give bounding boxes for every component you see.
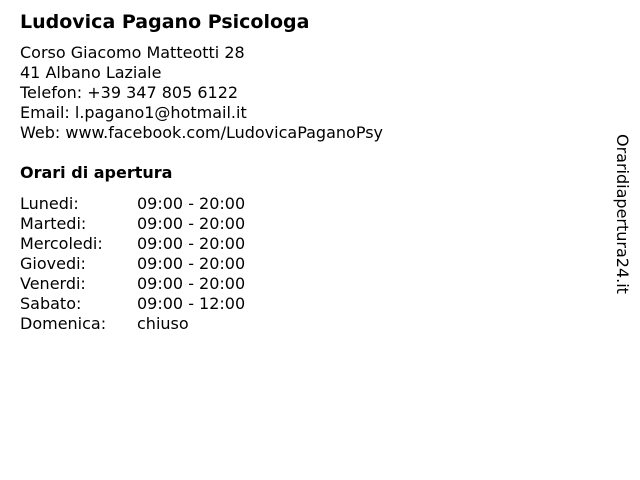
day-label: Martedi: [20,214,87,233]
hours-row-sunday [20,314,280,334]
day-label: Giovedi: [20,254,86,273]
opening-hours-heading: Orari di apertura [20,163,173,182]
web-line: Web: www.facebook.com/LudovicaPaganoPsy [20,123,383,142]
time-value: 09:00 - 12:00 [137,294,246,313]
hours-row-saturday [20,294,280,314]
time-value: 09:00 - 20:00 [137,214,246,233]
day-label: Sabato: [20,294,82,313]
day-label: Domenica: [20,314,107,333]
opening-hours-table [20,194,280,334]
time-value: 09:00 - 20:00 [137,274,246,293]
email-line: Email: l.pagano1@hotmail.it [20,103,247,122]
day-label: Venerdi: [20,274,86,293]
hours-row-tuesday [20,214,280,234]
time-value: chiuso [137,314,189,333]
site-watermark: Oraridiapertura24.it [613,134,632,294]
day-label: Lunedi: [20,194,79,213]
time-value: 09:00 - 20:00 [137,234,246,253]
hours-row-friday [20,274,280,294]
contact-block [20,43,383,143]
street-address: Corso Giacomo Matteotti 28 [20,43,245,62]
business-name: Ludovica Pagano Psicologa [20,11,310,33]
hours-row-thursday [20,254,280,274]
hours-row-monday [20,194,280,214]
city-address: 41 Albano Laziale [20,63,162,82]
time-value: 09:00 - 20:00 [137,254,246,273]
day-label: Mercoledi: [20,234,103,253]
phone-line: Telefon: +39 347 805 6122 [20,83,239,102]
time-value: 09:00 - 20:00 [137,194,246,213]
hours-row-wednesday [20,234,280,254]
